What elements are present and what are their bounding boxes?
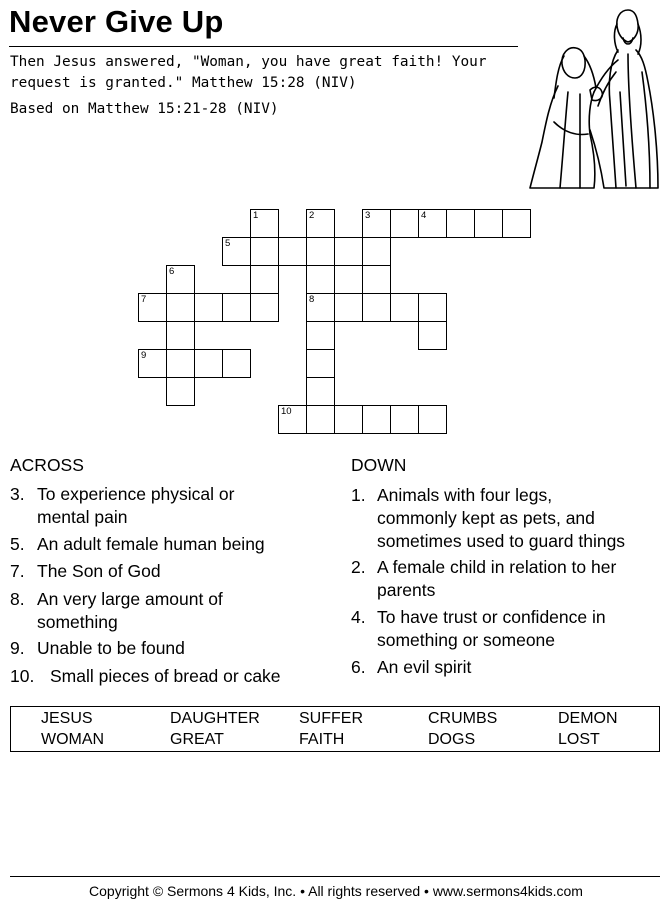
- across-clue-3: [10, 483, 340, 529]
- crossword-cell[interactable]: [306, 237, 335, 266]
- crossword-cell[interactable]: [418, 321, 447, 350]
- word-bank-item: FAITH: [299, 731, 345, 748]
- word-bank: [10, 706, 660, 752]
- across-clue-10: [10, 665, 340, 688]
- clue-number: 6.: [351, 657, 366, 677]
- crossword-cell[interactable]: [222, 293, 251, 322]
- word-bank-item: SUFFER: [299, 710, 363, 727]
- clue-number-label: 3: [365, 210, 371, 221]
- clue-number: 7.: [10, 561, 25, 581]
- across-clue-8: [10, 588, 340, 634]
- clue-number-label: 6: [169, 266, 175, 277]
- crossword-cell[interactable]: [362, 209, 391, 238]
- jesus-and-kneeling-woman-illustration: [524, 2, 668, 193]
- clue-text-continued: something: [37, 612, 118, 632]
- crossword-cell[interactable]: [222, 349, 251, 378]
- footer-copyright: Copyright © Sermons 4 Kids, Inc. • All rights reserved • www.sermons4kids.com: [89, 883, 583, 899]
- crossword-cell[interactable]: [306, 377, 335, 406]
- clue-text: Small pieces of bread or cake: [50, 666, 281, 686]
- scripture-quote-line-2: request is granted." Matthew 15:28 (NIV): [10, 75, 357, 91]
- clue-number-label: 4: [421, 210, 427, 221]
- crossword-cell[interactable]: [474, 209, 503, 238]
- down-clue-6: [351, 656, 669, 679]
- word-bank-item: WOMAN: [41, 731, 105, 748]
- crossword-cell[interactable]: [166, 265, 195, 294]
- crossword-cell[interactable]: [306, 265, 335, 294]
- crossword-cell[interactable]: [306, 349, 335, 378]
- crossword-cell[interactable]: [390, 405, 419, 434]
- crossword-cell[interactable]: [166, 349, 195, 378]
- word-bank-item: LOST: [558, 731, 600, 748]
- crossword-cell[interactable]: [334, 405, 363, 434]
- crossword-cell[interactable]: [362, 237, 391, 266]
- crossword-cell[interactable]: [390, 209, 419, 238]
- crossword-cell[interactable]: [138, 349, 167, 378]
- clue-text-continued: commonly kept as pets, and: [377, 508, 595, 528]
- crossword-cell[interactable]: [446, 209, 475, 238]
- crossword-cell[interactable]: [166, 293, 195, 322]
- clue-number: 1.: [351, 485, 366, 505]
- crossword-cell[interactable]: [278, 237, 307, 266]
- crossword-cell[interactable]: [418, 209, 447, 238]
- clue-number-label: 8: [309, 294, 315, 305]
- crossword-cell[interactable]: [502, 209, 531, 238]
- clue-number: 8.: [10, 589, 25, 609]
- down-clue-4: [351, 606, 669, 652]
- footer-divider: [10, 876, 660, 877]
- clue-text: An adult female human being: [37, 534, 265, 554]
- clue-text: Animals with four legs,: [377, 485, 553, 505]
- crossword-cell[interactable]: [138, 293, 167, 322]
- down-heading: DOWN: [351, 455, 407, 475]
- clue-number: 5.: [10, 534, 25, 554]
- across-heading: ACROSS: [10, 455, 84, 475]
- crossword-cell[interactable]: [222, 237, 251, 266]
- clue-text: A female child in relation to her: [377, 557, 617, 577]
- clue-text: An evil spirit: [377, 657, 472, 677]
- crossword-cell[interactable]: [194, 349, 223, 378]
- crossword-cell[interactable]: [250, 209, 279, 238]
- clue-number-label: 2: [309, 210, 315, 221]
- down-clue-2: [351, 556, 669, 602]
- across-clue-9: [10, 637, 340, 660]
- crossword-cell[interactable]: [334, 237, 363, 266]
- crossword-cell[interactable]: [306, 293, 335, 322]
- clue-number-label: 7: [141, 294, 147, 305]
- crossword-cell[interactable]: [278, 405, 307, 434]
- clue-number-label: 10: [281, 406, 292, 417]
- clue-text-continued: sometimes used to guard things: [377, 531, 626, 551]
- crossword-cell[interactable]: [250, 237, 279, 266]
- word-bank-item: DOGS: [428, 731, 476, 748]
- clue-text-continued: mental pain: [37, 507, 128, 527]
- title-divider: [9, 46, 518, 47]
- word-bank-item: GREAT: [170, 731, 224, 748]
- down-clue-1: [351, 484, 669, 553]
- crossword-cell[interactable]: [362, 405, 391, 434]
- clue-number-label: 5: [225, 238, 231, 249]
- crossword-cell[interactable]: [334, 293, 363, 322]
- clue-text-continued: parents: [377, 580, 436, 600]
- crossword-cell[interactable]: [418, 293, 447, 322]
- page-title: Never Give Up: [9, 4, 224, 39]
- crossword-cell[interactable]: [250, 265, 279, 294]
- clue-text: An very large amount of: [37, 589, 223, 609]
- clue-number: 3.: [10, 484, 25, 504]
- word-bank-item: JESUS: [41, 710, 93, 727]
- clue-text: To have trust or confidence in: [377, 607, 606, 627]
- crossword-cell[interactable]: [166, 321, 195, 350]
- crossword-cell[interactable]: [250, 293, 279, 322]
- scripture-quote-line-1: Then Jesus answered, "Woman, you have great faith! Your: [10, 54, 487, 70]
- crossword-cell[interactable]: [166, 377, 195, 406]
- crossword-cell[interactable]: [306, 405, 335, 434]
- crossword-cell[interactable]: [418, 405, 447, 434]
- clue-number-label: 9: [141, 350, 147, 361]
- crossword-cell[interactable]: [390, 293, 419, 322]
- crossword-cell[interactable]: [362, 293, 391, 322]
- crossword-cell[interactable]: [194, 293, 223, 322]
- clue-number: 9.: [10, 638, 25, 658]
- word-bank-item: DAUGHTER: [170, 710, 260, 727]
- clue-text: To experience physical or: [37, 484, 235, 504]
- crossword-cell[interactable]: [362, 265, 391, 294]
- clue-text-continued: something or someone: [377, 630, 556, 650]
- word-bank-item: CRUMBS: [428, 710, 498, 727]
- crossword-cell[interactable]: [306, 321, 335, 350]
- clue-number: 2.: [351, 557, 366, 577]
- word-bank-item: DEMON: [558, 710, 618, 727]
- clue-number: 4.: [351, 607, 366, 627]
- clue-text: Unable to be found: [37, 638, 185, 658]
- across-clue-7: [10, 560, 340, 583]
- clue-number: 10.: [10, 666, 35, 686]
- across-clue-5: [10, 533, 340, 556]
- clue-number-label: 1: [253, 210, 259, 221]
- clue-text: The Son of God: [37, 561, 161, 581]
- crossword-cell[interactable]: [306, 209, 335, 238]
- based-on-reference: Based on Matthew 15:21-28 (NIV): [10, 101, 279, 117]
